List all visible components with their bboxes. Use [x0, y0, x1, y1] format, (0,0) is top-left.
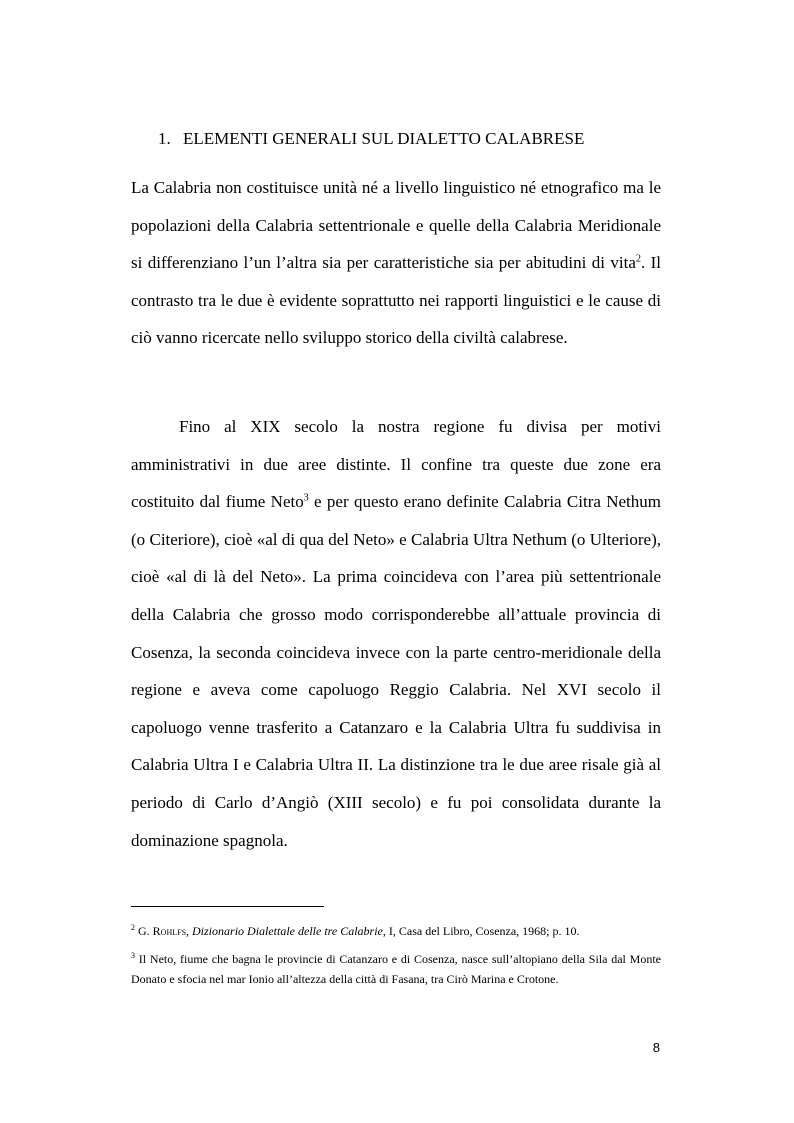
- footnote-3-marker: 3: [131, 951, 135, 960]
- page-number: 8: [652, 1040, 660, 1055]
- footnote-3-text: Il Neto, fiume che bagna le provincie di Catanzaro e di Cosenza, nasce sull’altopiano della Sila dal Monte Donato e sfocia nel mar Ionio all’altezza della città di Fasana, tra Cirò Marina e Crotone.: [131, 952, 661, 986]
- footnote-2-details: , I, Casa del Libro, Cosenza, 1968; p. 10.: [382, 924, 580, 938]
- footnote-2: [131, 921, 661, 941]
- section-title: ELEMENTI GENERALI SUL DIALETTO CALABRESE: [183, 129, 585, 148]
- footnote-2-marker: 2: [131, 923, 135, 932]
- footnote-2-author-surname: Rohlfs: [152, 924, 187, 938]
- paragraph-1-text-a: La Calabria non costituisce unità né a livello linguistico né etnografico ma le popolazioni della Calabria settentrionale e quelle della Calabria Meridionale si differenziano l’un l’altra sia per caratteristiche sia per abitudini di vita: [131, 178, 661, 273]
- section-number: 1.: [158, 129, 171, 148]
- body-paragraph-2: [131, 408, 661, 859]
- paragraph-1-text-b: . Il contrasto tra le due è evidente soprattutto nei rapporti linguistici e le cause di ciò vanno ricercate nello sviluppo storico della civiltà calabrese.: [131, 253, 661, 348]
- paragraph-2-text-a: Fino al XIX secolo la nostra regione fu divisa per motivi amministrativi in due aree distinte. Il confine tra queste due zone era costituito dal fiume Neto: [131, 417, 661, 512]
- footnote-3: [131, 949, 661, 989]
- footnote-2-separator: ,: [186, 924, 193, 938]
- footnote-separator: [131, 906, 324, 907]
- footnote-reference-2: 2: [635, 253, 641, 265]
- footnote-reference-3: 3: [303, 492, 309, 504]
- body-paragraph-1: [131, 169, 661, 357]
- footnote-2-author-initial: G.: [138, 924, 153, 938]
- paragraph-2-text-b: e per questo erano definite Calabria Citra Nethum (o Citeriore), cioè «al di qua del Neto» e Calabria Ultra Nethum (o Ulteriore), cioè «al di là del Neto». La prima coincideva con l’area più settentrionale della Calabria che grosso modo corrisponderebbe all’attuale provincia di Cosenza, la seconda coincideva invece con la parte centro-meridionale della regione e aveva come capoluogo Reggio Calabria. Nel XVI secolo il capoluogo venne trasferito a Catanzaro e la Calabria Ultra fu suddivisa in Calabria Ultra I e Calabria Ultra II. La distinzione tra le due aree risale già al periodo di Carlo d’Angiò (XIII secolo) e fu poi consolidata durante la dominazione spagnola.: [131, 492, 662, 850]
- footnote-2-title: Dizionario Dialettale delle tre Calabrie: [192, 924, 383, 938]
- section-heading: [158, 128, 584, 150]
